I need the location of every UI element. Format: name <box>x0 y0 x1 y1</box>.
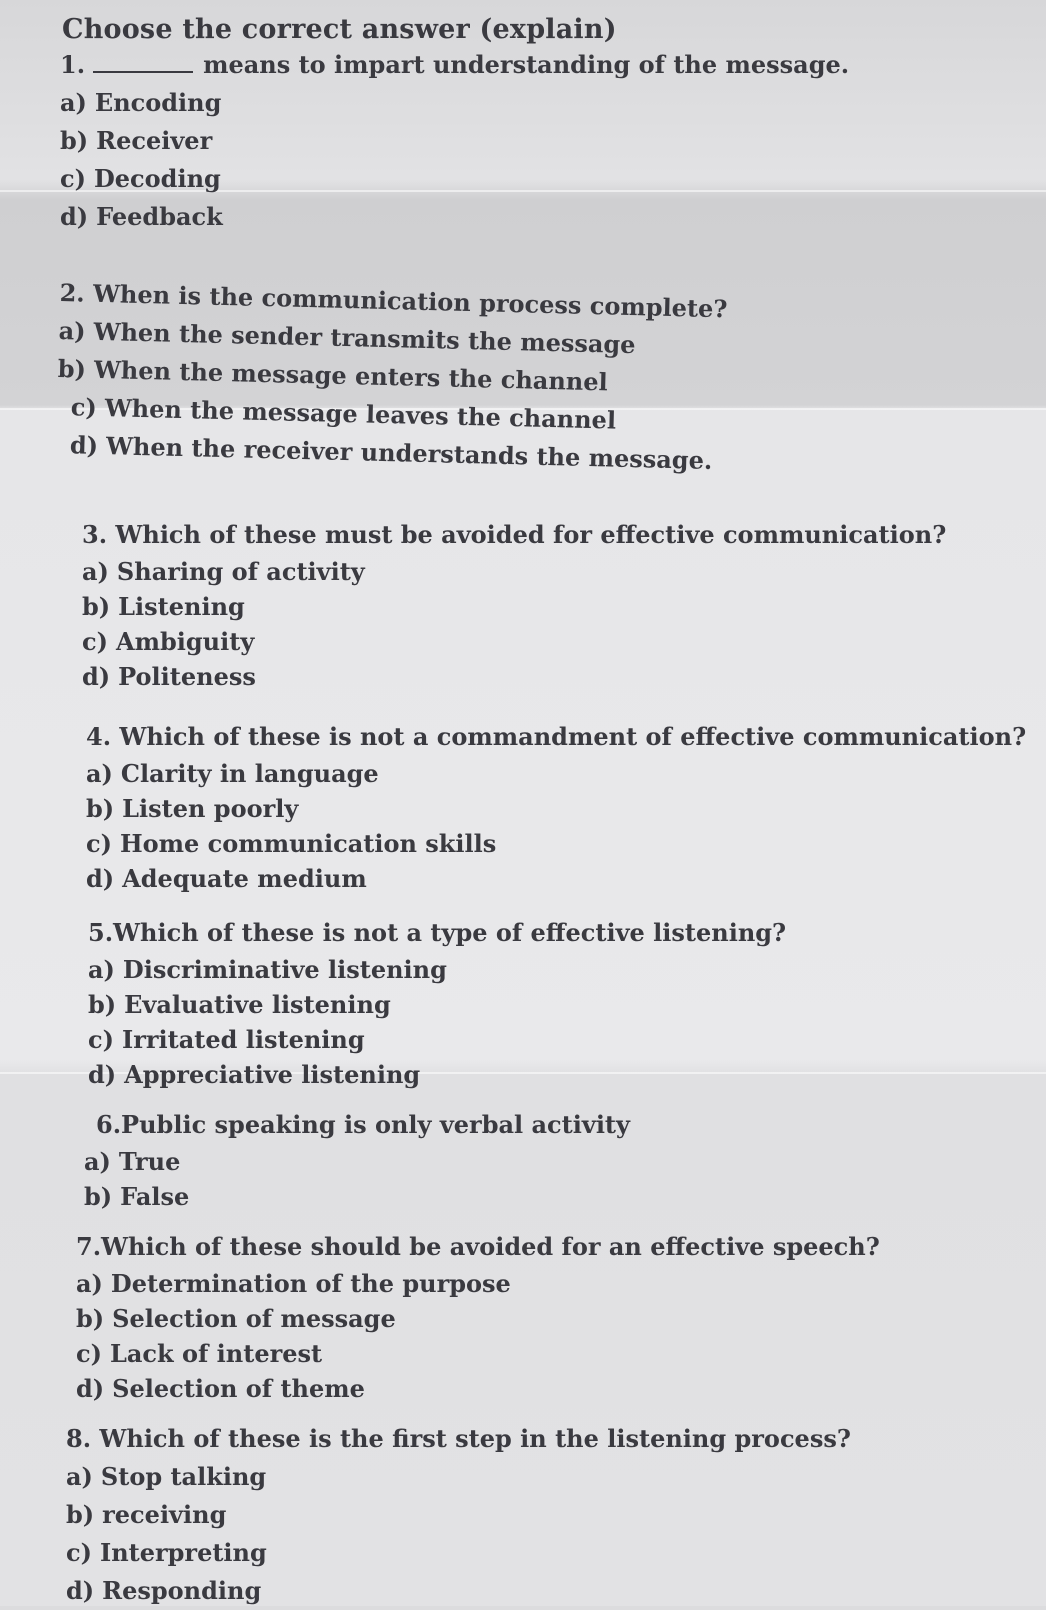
option-b: b) Evaluative listening <box>88 990 391 1019</box>
options-list <box>88 952 786 1092</box>
question-text: 7.Which of these should be avoided for an effective speech? <box>76 1232 880 1261</box>
question-text: 4. Which of these is not a commandment of effective communication? <box>86 722 1027 751</box>
question-text: 3. Which of these must be avoided for effective communication? <box>82 520 947 549</box>
options-list <box>76 1266 880 1406</box>
option-b: b) False <box>84 1182 190 1211</box>
question-text <box>60 50 849 80</box>
question-7 <box>76 1232 880 1406</box>
option-a: a) Discriminative listening <box>88 955 447 984</box>
option-a: a) Stop talking <box>66 1462 267 1491</box>
option-c: c) Irritated listening <box>88 1025 365 1054</box>
options-list <box>84 1144 630 1214</box>
question-text: 8. Which of these is the first step in the listening process? <box>66 1424 851 1453</box>
option-d: d) Adequate medium <box>86 864 367 893</box>
option-a: a) Sharing of activity <box>82 557 365 586</box>
worksheet-title: Choose the correct answer (explain) <box>62 14 617 45</box>
option-b: b) Listen poorly <box>86 794 299 823</box>
question-text: 5.Which of these is not a type of effective listening? <box>88 918 787 947</box>
question-4 <box>86 722 1026 896</box>
option-d: d) When the receiver understands the message. <box>69 430 713 475</box>
options-list <box>86 756 1026 896</box>
options-list <box>82 554 946 694</box>
option-d: d) Appreciative listening <box>88 1060 421 1089</box>
option-c: c) Home communication skills <box>86 829 497 858</box>
question-8 <box>66 1424 851 1610</box>
option-a: a) When the sender transmits the message <box>58 315 636 360</box>
answer-blank <box>93 53 193 73</box>
option-d: d) Politeness <box>82 662 256 691</box>
question-6 <box>84 1110 630 1214</box>
option-a: a) True <box>84 1147 181 1176</box>
option-b: b) Receiver <box>60 126 213 155</box>
question-number: 1. <box>60 50 86 79</box>
options-list <box>66 1458 851 1610</box>
option-b: b) Listening <box>82 592 245 621</box>
option-a: a) Determination of the purpose <box>76 1269 511 1298</box>
option-c: c) Decoding <box>60 164 221 193</box>
option-a: a) Clarity in language <box>86 759 379 788</box>
option-b: b) receiving <box>66 1500 227 1529</box>
option-a: a) Encoding <box>60 88 222 117</box>
question-3 <box>82 520 946 694</box>
options-list <box>60 84 849 236</box>
question-5 <box>88 918 786 1092</box>
option-c: c) Interpreting <box>66 1538 267 1567</box>
question-prompt: means to impart understanding of the message. <box>203 50 850 79</box>
option-c: c) Ambiguity <box>82 627 255 656</box>
question-1 <box>60 50 849 236</box>
option-b: b) When the message enters the channel <box>57 353 609 397</box>
option-d: d) Responding <box>66 1576 262 1605</box>
option-d: d) Selection of theme <box>76 1374 365 1403</box>
option-c: c) Lack of interest <box>76 1339 323 1368</box>
option-d: d) Feedback <box>60 202 223 231</box>
options-list <box>55 312 726 480</box>
option-b: b) Selection of message <box>76 1304 396 1333</box>
option-c: c) When the message leaves the channel <box>70 392 617 435</box>
question-text: 2. When is the communication process complete? <box>59 278 728 324</box>
question-text: 6.Public speaking is only verbal activity <box>96 1110 630 1139</box>
question-2 <box>55 278 727 480</box>
